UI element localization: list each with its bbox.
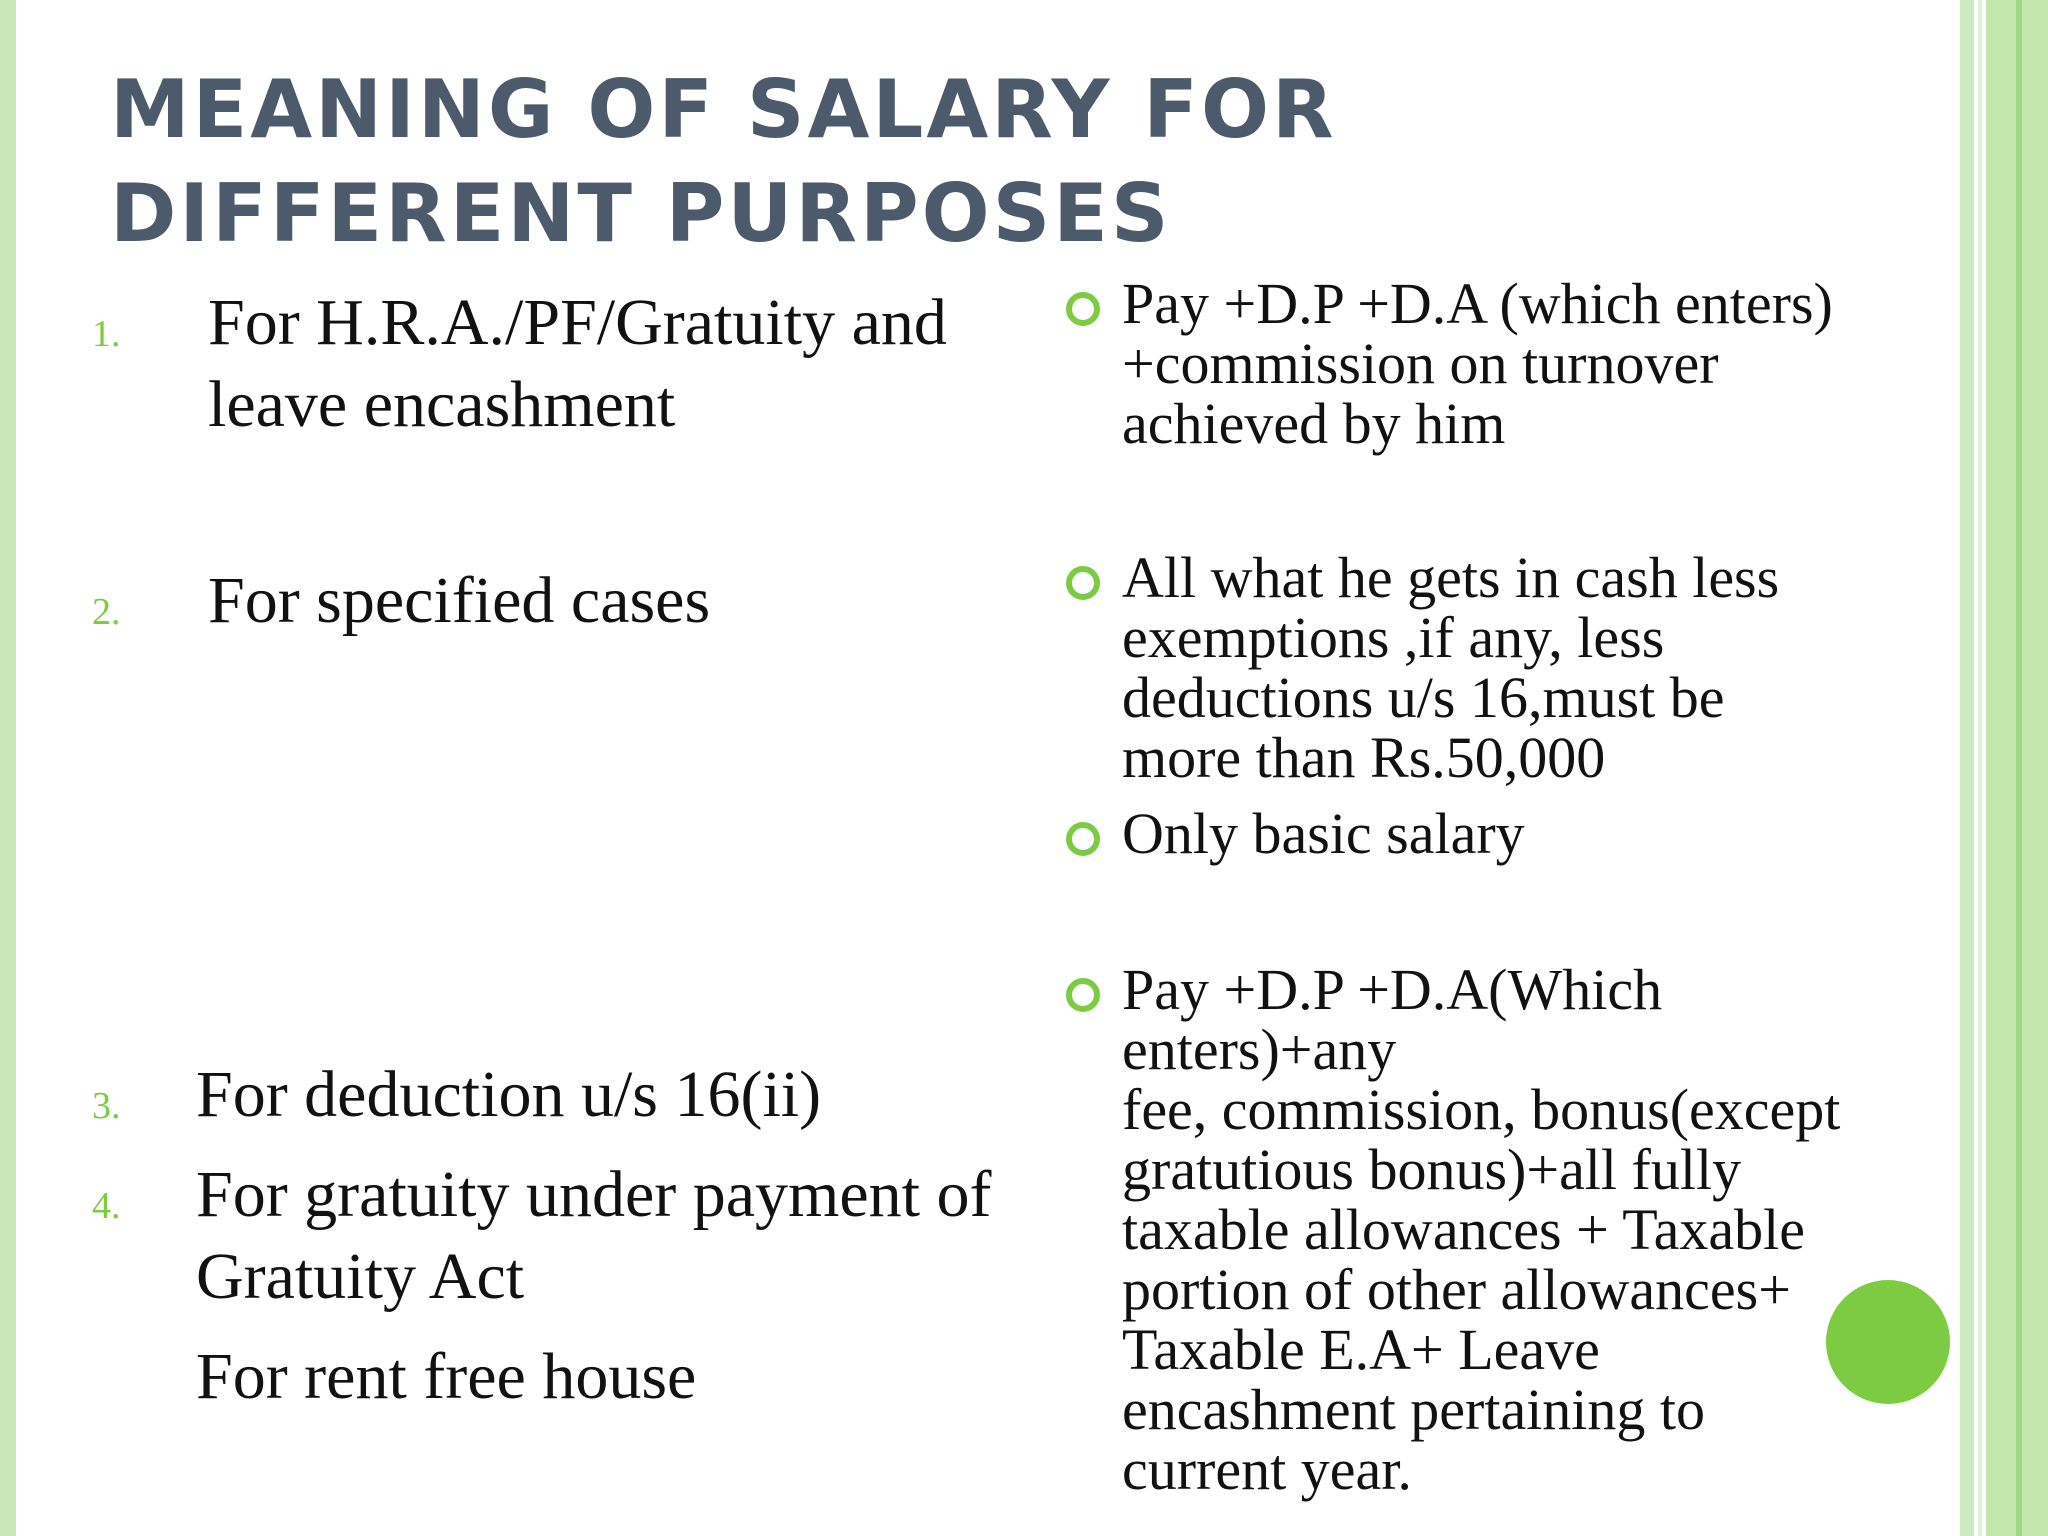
bullet-text: Pay +D.P +D.A (which enters) +commission on turnover achieved by him — [1122, 271, 1833, 456]
slide-title: MEANING OF SALARY FOR DIFFERENT PURPOSES — [110, 63, 1337, 260]
list-number: 3. — [92, 1085, 121, 1127]
right-border-stripe — [2016, 0, 2022, 1536]
list-number: 1. — [92, 313, 121, 355]
list-item-text: For gratuity under payment of Gratuity Act — [196, 1158, 992, 1313]
list-item-text: For specified cases — [208, 564, 711, 637]
right-border-stripe — [1960, 0, 1974, 1536]
bullet-text: Pay +D.P +D.A(Which enters)+any fee, commission, bonus(except gratutious bonus)+all fully taxable allowances + Taxable portion of other allowances+ Taxable E.A+ Leave encashment pertaining to current year. — [1122, 957, 1841, 1502]
list-number: 2. — [92, 591, 121, 633]
ring-bullet-icon — [1066, 822, 1100, 856]
right-border-stripe — [1978, 0, 1982, 1536]
list-item-text: For deduction u/s 16(ii) — [196, 1058, 822, 1131]
left-border-decoration — [0, 0, 16, 1536]
ring-bullet-icon — [1066, 978, 1100, 1012]
list-item-text: For H.R.A./PF/Gratuity and leave encashment — [208, 286, 947, 441]
ring-bullet-icon — [1066, 566, 1100, 600]
green-circle-decoration — [1826, 1280, 1950, 1404]
ring-bullet-icon — [1066, 292, 1100, 326]
bullet-text: All what he gets in cash less exemptions ,if any, less deductions u/s 16,must be more than Rs.50,000 — [1122, 545, 1780, 790]
bullet-text: Only basic salary — [1122, 801, 1525, 866]
list-item-text: For rent free house — [196, 1340, 697, 1413]
list-number: 4. — [92, 1185, 121, 1227]
